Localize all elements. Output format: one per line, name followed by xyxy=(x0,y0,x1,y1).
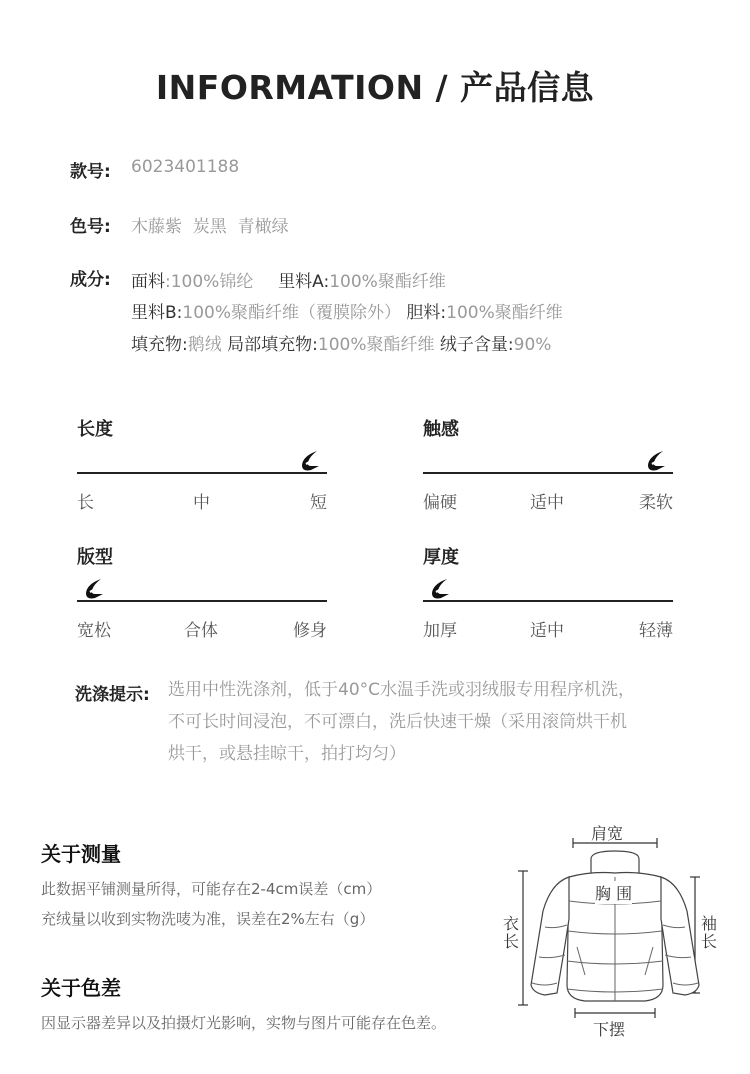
lining-a-key: 里料A: xyxy=(278,272,330,292)
scale-tick-mid: 合体 xyxy=(184,621,218,641)
composition-label: 成分: xyxy=(70,270,111,290)
scale-track xyxy=(423,600,673,602)
wash-line-2: 不可长时间浸泡，不可漂白，洗后快速干燥（采用滚筒烘干机 xyxy=(168,712,627,732)
partial-fill-key: 局部填充物: xyxy=(227,335,318,355)
style-number-label: 款号: xyxy=(70,162,111,182)
measurement-title: 关于测量 xyxy=(41,842,121,866)
lining-a-value: 100%聚酯纤维 xyxy=(329,272,446,292)
inner-key: 胆料: xyxy=(406,303,447,323)
color-value: 木藤紫 炭黑 青橄绿 xyxy=(131,217,289,237)
scale-tick-left: 加厚 xyxy=(423,621,457,641)
length-label: 衣长 xyxy=(503,914,520,951)
scale-title: 版型 xyxy=(77,547,113,568)
scale-track xyxy=(77,600,327,602)
shoulder-label: 肩宽 xyxy=(591,824,624,843)
measurement-line-1: 此数据平铺测量所得，可能存在2-4cm误差（cm） xyxy=(41,880,382,898)
fill-value: 鹅绒 xyxy=(187,335,222,355)
wash-line-1: 选用中性洗涤剂，低于40°C水温手洗或羽绒服专用程序机洗， xyxy=(168,680,636,700)
fill-key: 填充物: xyxy=(131,335,188,355)
measurement-line-2: 充绒量以收到实物洗唛为准，误差在2%左右（g） xyxy=(41,910,375,928)
scale-tick-mid: 中 xyxy=(193,493,210,513)
measurement-diagram xyxy=(505,815,730,1040)
color-diff-title: 关于色差 xyxy=(41,976,121,1000)
chest-label: 胸 围 xyxy=(595,881,632,904)
shell-key: 面料 xyxy=(131,272,165,292)
scale-track xyxy=(423,472,673,474)
style-number-value: 6023401188 xyxy=(131,157,240,177)
scale-title: 厚度 xyxy=(423,547,459,568)
composition-line-1 xyxy=(131,267,446,292)
down-content-key: 绒子含量: xyxy=(439,335,514,355)
lining-b-key: 里料B: xyxy=(131,303,183,323)
scale-marker-icon xyxy=(81,576,107,602)
composition-line-3 xyxy=(131,330,551,355)
scale-marker-icon xyxy=(297,448,323,474)
scale-thickness xyxy=(423,543,673,643)
scale-tick-left: 偏硬 xyxy=(423,493,457,513)
shell-value: :100%锦纶 xyxy=(165,272,254,292)
partial-fill-value: 100%聚酯纤维 xyxy=(317,335,435,355)
scale-tick-right: 轻薄 xyxy=(639,621,673,641)
down-content-value: 90% xyxy=(513,335,552,355)
scale-marker-icon xyxy=(427,576,453,602)
composition-line-2 xyxy=(131,298,563,323)
scale-marker-icon xyxy=(643,448,669,474)
scale-tick-mid: 适中 xyxy=(530,493,564,513)
color-diff-line-1: 因显示器差异以及拍摄灯光影响，实物与图片可能存在色差。 xyxy=(41,1014,447,1032)
scale-fit xyxy=(77,543,327,643)
scale-tick-right: 短 xyxy=(310,493,327,513)
wash-label: 洗涤提示: xyxy=(75,685,150,705)
inner-value: 100%聚酯纤维 xyxy=(446,303,563,323)
page-title: INFORMATION / 产品信息 xyxy=(155,68,595,107)
scale-title: 触感 xyxy=(423,419,459,440)
scale-tick-right: 柔软 xyxy=(639,493,673,513)
wash-text xyxy=(168,674,635,770)
scale-tick-mid: 适中 xyxy=(530,621,564,641)
scale-tick-right: 修身 xyxy=(293,621,327,641)
scale-tick-left: 宽松 xyxy=(77,621,111,641)
scale-tick-left: 长 xyxy=(77,493,94,513)
sleeve-label: 袖长 xyxy=(701,914,718,951)
scale-title: 长度 xyxy=(77,419,113,440)
scale-track xyxy=(77,472,327,474)
hem-label: 下摆 xyxy=(593,1020,626,1039)
scale-touch xyxy=(423,415,673,515)
jacket-outline-icon xyxy=(505,815,730,1040)
lining-b-value: 100%聚酯纤维（覆膜除外） xyxy=(182,303,401,323)
wash-line-3: 烘干，或悬挂晾干，拍打均匀） xyxy=(168,744,406,764)
scale-length xyxy=(77,415,327,515)
color-label: 色号: xyxy=(70,217,111,237)
